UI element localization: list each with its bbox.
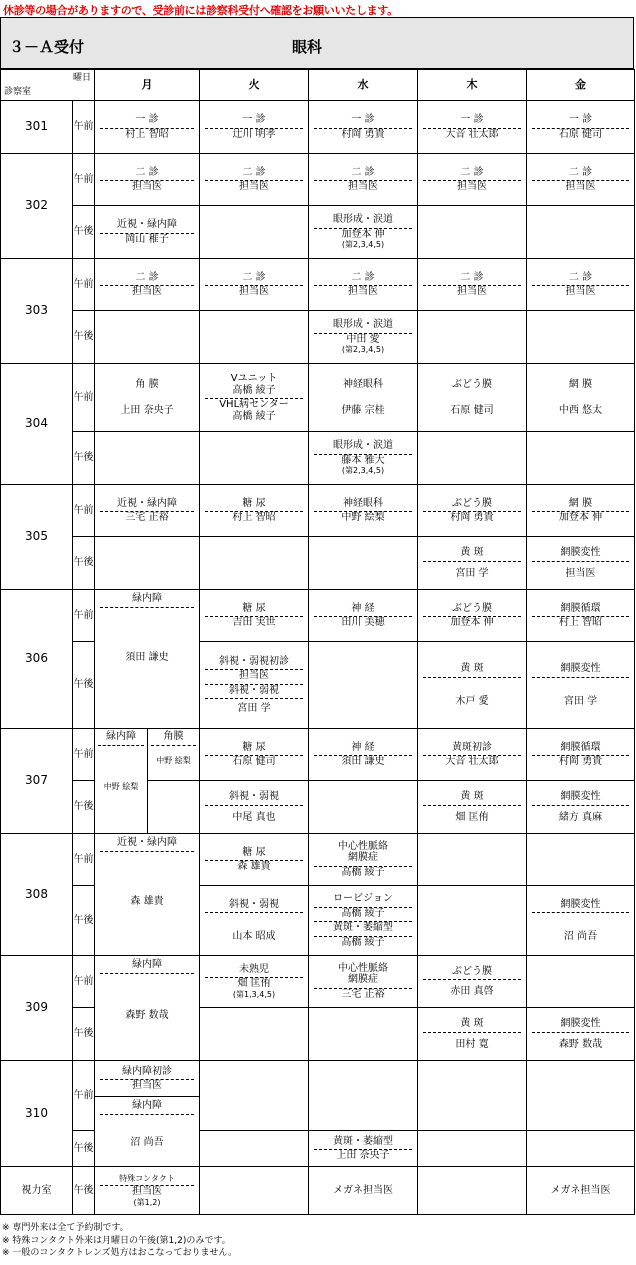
corner-cell — [1, 70, 95, 101]
schedule-table — [0, 69, 635, 1215]
cell: メガネ担当医 — [527, 1167, 635, 1215]
room-301-am — [1, 101, 635, 154]
cell: 角膜 中野 絵梨 — [148, 729, 200, 781]
room-306: 306 — [1, 590, 73, 729]
cell: 二 診 担当医 — [309, 259, 418, 311]
cell: 神 経 須田 謙史 — [309, 729, 418, 781]
period-pm: 午後 — [73, 537, 95, 590]
cell — [527, 1061, 635, 1131]
cell: 神経眼科 中野 絵梨 — [309, 485, 418, 537]
room-308: 308 — [1, 834, 73, 956]
cell: 二 診 担当医 — [95, 259, 200, 311]
cell — [200, 537, 309, 590]
cell: 網膜変性 宮田 学 — [527, 642, 635, 729]
period-am: 午前 — [73, 590, 95, 642]
room-302: 302 — [1, 154, 73, 259]
period-am: 午前 — [73, 101, 95, 154]
period-pm: 午後 — [73, 781, 95, 834]
cell: 二 診 担当医 — [200, 154, 309, 206]
room-304: 304 — [1, 364, 73, 485]
room-309-am — [1, 956, 635, 1008]
cell — [418, 1131, 527, 1167]
room-304-pm — [1, 432, 635, 485]
period-pm: 午後 — [73, 1008, 95, 1061]
period-pm: 午後 — [73, 1167, 95, 1215]
cell — [200, 1167, 309, 1215]
cell — [527, 206, 635, 259]
cell: 一 診 大音 壮太郎 — [418, 101, 527, 154]
footnote: ※ 専門外来は全て予約制です。 — [2, 1223, 129, 1233]
cell: 糖 尿 吉田 実世 — [200, 590, 309, 642]
cell: 斜視・弱視 山本 昭成 — [200, 886, 309, 956]
cell — [418, 834, 527, 886]
cell — [200, 206, 309, 259]
cell: 黄斑・萎縮型 上田 奈央子 — [309, 1131, 418, 1167]
cell: 一 診 石原 健司 — [527, 101, 635, 154]
cell: 緑内障 須田 謙史 — [95, 590, 200, 729]
period-am: 午前 — [73, 956, 95, 1008]
period-pm: 午後 — [73, 886, 95, 956]
cell: 中心性脈絡 網膜症 高橋 綾子 — [309, 834, 418, 886]
cell: 二 診 担当医 — [95, 154, 200, 206]
cell: メガネ担当医 — [309, 1167, 418, 1215]
period-am: 午前 — [73, 364, 95, 432]
cell: ぶどう膜 加登本 伸 — [418, 590, 527, 642]
room-304-am — [1, 364, 635, 432]
cell — [418, 1167, 527, 1215]
cell: 二 診 担当医 — [527, 259, 635, 311]
cell: 眼形成・涙道 加登本 伸 (第2,3,4,5) — [309, 206, 418, 259]
period-pm: 午後 — [73, 642, 95, 729]
cell: 近視・緑内障 岡山 稚子 — [95, 206, 200, 259]
cell: 神 経 田川 美穂 — [309, 590, 418, 642]
cell: 未熟児 畑 匡侑 (第1,3,4,5) — [200, 956, 309, 1008]
room-301: 301 — [1, 101, 73, 154]
cell: 緑内障 沼 尚吾 — [95, 1097, 200, 1167]
cell — [200, 1008, 309, 1061]
room-302-am — [1, 154, 635, 206]
cell: 二 診 担当医 — [418, 259, 527, 311]
reception-label: ３－Ａ受付 — [9, 38, 85, 56]
cell — [527, 1131, 635, 1167]
cell — [200, 432, 309, 485]
department-title: 眼科 — [292, 38, 323, 56]
cell: 眼形成・涙道 藤本 雅大 (第2,3,4,5) — [309, 432, 418, 485]
cell — [527, 311, 635, 364]
room-303-pm — [1, 311, 635, 364]
cell: ぶどう膜 村岡 勇貴 — [418, 485, 527, 537]
cell: Vユニット 高橋 綾子 VHL病センター 高橋 綾子 — [200, 364, 309, 432]
room-306-am — [1, 590, 635, 642]
cell: ぶどう膜 石原 健司 — [418, 364, 527, 432]
cell — [148, 781, 200, 834]
room-310: 310 — [1, 1061, 73, 1167]
cell — [527, 834, 635, 886]
vision-room-pm — [1, 1167, 635, 1215]
day-thu: 木 — [418, 70, 527, 101]
cell: 二 診 担当医 — [309, 154, 418, 206]
cell: 緑内障初診 担当医 — [95, 1061, 200, 1097]
cell: 網 膜 中西 悠太 — [527, 364, 635, 432]
room-307: 307 — [1, 729, 73, 834]
cell — [527, 956, 635, 1008]
cell — [418, 1061, 527, 1131]
cell: 黄斑初診 大音 壮太郎 — [418, 729, 527, 781]
period-pm: 午後 — [73, 311, 95, 364]
cell — [200, 1061, 309, 1131]
room-310-am1 — [1, 1061, 635, 1097]
cell: 眼形成・涙道 中田 愛 (第2,3,4,5) — [309, 311, 418, 364]
cell: 網膜変性 森野 数哉 — [527, 1008, 635, 1061]
room-axis-label: 診察室 — [4, 86, 32, 97]
cell — [527, 432, 635, 485]
cell: 網膜変性 沼 尚吾 — [527, 886, 635, 956]
cell: 黄 斑 田村 寛 — [418, 1008, 527, 1061]
cell: 網膜変性 緒方 真麻 — [527, 781, 635, 834]
cell: ぶどう膜 赤田 真啓 — [418, 956, 527, 1008]
room-303-am — [1, 259, 635, 311]
cell: 網膜変性 担当医 — [527, 537, 635, 590]
cell: 一 診 村上 智昭 — [95, 101, 200, 154]
cell: 糖 尿 石原 健司 — [200, 729, 309, 781]
cell — [95, 311, 200, 364]
cell: 一 診 村岡 勇貴 — [309, 101, 418, 154]
period-am: 午前 — [73, 1061, 95, 1131]
period-am: 午前 — [73, 834, 95, 886]
room-305-pm — [1, 537, 635, 590]
page-header — [0, 17, 634, 69]
cell: 神経眼科 伊藤 宗桂 — [309, 364, 418, 432]
cell: ロービジョン 高橋 綾子 黄斑・萎縮型 高橋 綾子 — [309, 886, 418, 956]
cell: 近視・緑内障 三宅 正裕 — [95, 485, 200, 537]
day-mon: 月 — [95, 70, 200, 101]
cell: 網 膜 加登本 伸 — [527, 485, 635, 537]
period-am: 午前 — [73, 259, 95, 311]
day-wed: 水 — [309, 70, 418, 101]
footnote: ※ 一般のコンタクトレンズ処方はおこなっておりません。 — [2, 1248, 238, 1258]
room-303: 303 — [1, 259, 73, 364]
cell: 二 診 担当医 — [200, 259, 309, 311]
cell: 一 診 辻川 明孝 — [200, 101, 309, 154]
footnote: ※ 特殊コンタクト外来は月曜日の午後(第1,2)のみです。 — [2, 1235, 231, 1246]
cell — [309, 1061, 418, 1131]
period-am: 午前 — [73, 729, 95, 781]
cell: 網膜循環 村岡 勇貴 — [527, 729, 635, 781]
cell: 緑内障 森野 数哉 — [95, 956, 200, 1061]
cell: 網膜循環 村上 智昭 — [527, 590, 635, 642]
room-302-pm — [1, 206, 635, 259]
cell: 黄 斑 木戸 愛 — [418, 642, 527, 729]
cell: 中心性脈絡 網膜症 三宅 正裕 — [309, 956, 418, 1008]
cell — [418, 311, 527, 364]
period-am: 午前 — [73, 154, 95, 206]
cell — [95, 432, 200, 485]
cell: 緑内障 中野 絵梨 — [95, 729, 148, 834]
room-305: 305 — [1, 485, 73, 590]
period-pm: 午後 — [73, 1131, 95, 1167]
cell: 糖 尿 村上 智昭 — [200, 485, 309, 537]
cell — [418, 432, 527, 485]
cell — [418, 886, 527, 956]
room-305-am — [1, 485, 635, 537]
room-308-am — [1, 834, 635, 886]
room-309: 309 — [1, 956, 73, 1061]
cell: 角 膜 上田 奈央子 — [95, 364, 200, 432]
cell: 近視・緑内障 森 雄貴 — [95, 834, 200, 956]
cell: 二 診 担当医 — [418, 154, 527, 206]
footnotes — [2, 1222, 237, 1260]
vision-room: 視力室 — [1, 1167, 73, 1215]
cell: 糖 尿 森 雄貴 — [200, 834, 309, 886]
cell: 黄 斑 宮田 学 — [418, 537, 527, 590]
period-am: 午前 — [73, 485, 95, 537]
room-307-am — [1, 729, 635, 781]
cell — [200, 311, 309, 364]
day-header-row — [1, 70, 635, 101]
cell: 二 診 担当医 — [527, 154, 635, 206]
period-pm: 午後 — [73, 432, 95, 485]
cell — [200, 1131, 309, 1167]
cell — [309, 537, 418, 590]
cell: 黄 斑 畑 匡侑 — [418, 781, 527, 834]
cell — [95, 537, 200, 590]
cell — [309, 1008, 418, 1061]
cell: 斜視・弱視初診 担当医 斜視・弱視 宮田 学 — [200, 642, 309, 729]
cell — [309, 781, 418, 834]
day-tue: 火 — [200, 70, 309, 101]
cell: 特殊コンタクト 担当医 (第1,2) — [95, 1167, 200, 1215]
cell — [418, 206, 527, 259]
cell — [309, 642, 418, 729]
day-axis-label: 曜日 — [72, 73, 91, 83]
closure-notice: 休診等の場合がありますので、受診前には診察科受付へ確認をお願いいたします。 — [3, 4, 398, 17]
day-fri: 金 — [527, 70, 635, 101]
cell: 斜視・弱視 中尾 真也 — [200, 781, 309, 834]
period-pm: 午後 — [73, 206, 95, 259]
